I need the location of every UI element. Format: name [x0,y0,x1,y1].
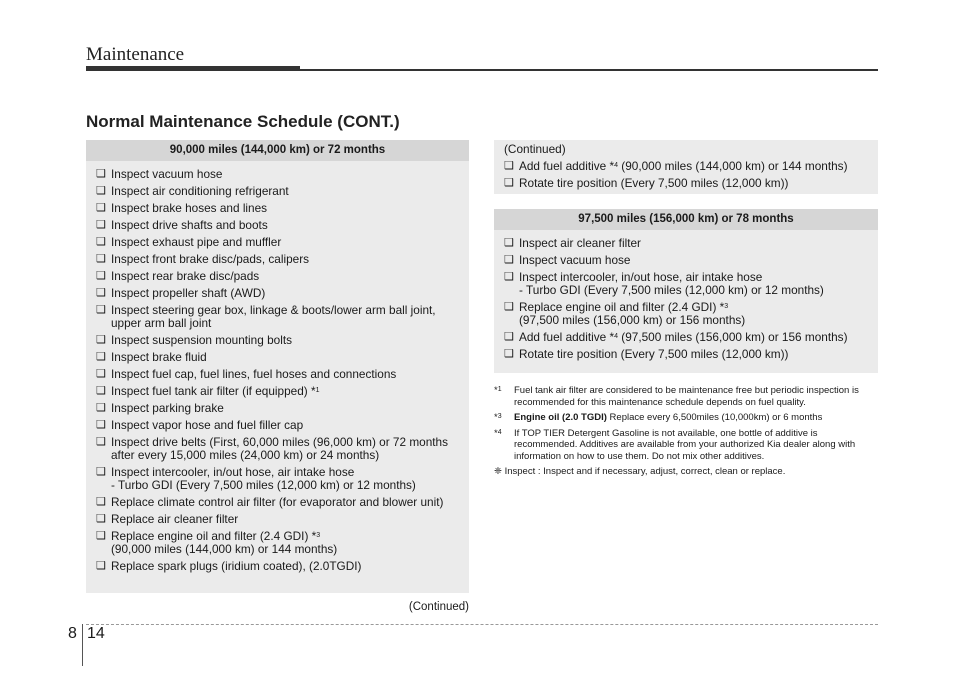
checkbox-icon: ❑ [96,496,106,508]
footnote-num: 4 [497,428,502,436]
checkbox-icon: ❑ [96,385,106,397]
footnote-text: Fuel tank air filter are considered to be maintenance free but periodic inspection is recommended for this maintenance schedule depends on fuel quality. [514,385,859,408]
item-text: Inspect brake hoses and lines [111,201,268,215]
checklist-item [96,436,459,462]
footnote-text: Replace every 6,500miles (10,000km) or 6 months [606,412,823,423]
checkbox-icon: ❑ [96,419,106,431]
checkbox-icon: ❑ [504,271,514,283]
footnote-mark: *$^1$ [494,385,502,396]
item-text: Inspect fuel tank air filter (if equipped) * [111,384,316,398]
item-text: Inspect drive belts (First, 60,000 miles (96,000 km) or 72 months [111,435,449,449]
checkbox-icon: ❑ [504,301,514,313]
checkbox-icon: ❑ [96,334,106,346]
checkbox-icon: ❑ [96,351,106,363]
checklist-item [96,334,459,347]
footnote [494,428,878,463]
checklist-item [504,160,868,173]
inspect-note: ❈ Inspect : Inspect and if necessary, adjust, correct, clean or replace. [494,466,786,477]
item-text: Inspect vapor hose and fuel filler cap [111,418,304,432]
checklist-item [96,368,459,381]
footnote [494,385,878,408]
checklist-item [96,253,459,266]
item-text: Inspect fuel cap, fuel lines, fuel hoses and connections [111,367,397,381]
checklist-item [96,270,459,283]
item-text: Inspect vacuum hose [519,253,631,267]
continued-label: (Continued) [408,601,469,613]
continued-panel [494,140,878,194]
panel-title: 90,000 miles (144,000 km) or 72 months [86,140,469,161]
item-text: Inspect exhaust pipe and muffler [111,235,282,249]
chapter-number: 8 [68,625,77,642]
continued-label: (Continued) [504,142,566,156]
item-text: Replace engine oil and filter (2.4 GDI) * [111,529,317,543]
item-list [494,230,878,369]
checklist-item [504,331,868,344]
item-text: Inspect intercooler, in/out hose, air intake hose [519,270,763,284]
item-text: Inspect front brake disc/pads, calipers [111,252,310,266]
header-rule-thick [86,66,300,71]
footnote-ref: 4 [614,162,619,169]
checklist-item [96,402,459,415]
checkbox-icon: ❑ [96,368,106,380]
item-text: Inspect propeller shaft (AWD) [111,286,266,300]
item-text: Inspect suspension mounting bolts [111,333,292,347]
item-text: Add fuel additive * [519,330,615,344]
item-text: Inspect steering gear box, linkage & boots/lower arm ball joint, [111,303,436,317]
item-text: Inspect air cleaner filter [519,236,641,250]
item-text: Replace engine oil and filter (2.4 GDI) * [519,300,725,314]
item-line2: (90,000 miles (144,000 km) or 144 months) [111,542,338,556]
checkbox-icon: ❑ [504,177,514,189]
checklist-item [96,351,459,364]
checklist-item [96,513,459,526]
schedule-panel-90000 [86,140,469,593]
checklist-item [96,385,459,398]
checkbox-icon: ❑ [96,560,106,572]
checkbox-icon: ❑ [96,253,106,265]
item-text: Inspect brake fluid [111,350,207,364]
item-line2: (97,500 miles (156,000 km) or 156 months) [519,313,746,327]
header-rule-thin [300,69,878,71]
item-list [86,161,469,581]
checkbox-icon: ❑ [504,160,514,172]
checkbox-icon: ❑ [96,219,106,231]
checklist-item [96,287,459,300]
item-list [504,160,868,190]
checklist-item [96,304,459,330]
page-separator [82,624,83,666]
item-text: Replace air cleaner filter [111,512,239,526]
checkbox-icon: ❑ [504,331,514,343]
checkbox-icon: ❑ [96,168,106,180]
item-text: Replace climate control air filter (for evaporator and blower unit) [111,495,444,509]
schedule-panel-97500 [494,209,878,373]
item-text: Inspect vacuum hose [111,167,223,181]
footnote [494,412,878,424]
checkbox-icon: ❑ [96,287,106,299]
checklist-item [96,560,459,573]
checklist-item [96,419,459,432]
checklist-item [96,185,459,198]
checkbox-icon: ❑ [96,304,106,316]
footnote-num: 3 [497,413,502,420]
checkbox-icon: ❑ [96,202,106,214]
checklist-item [96,202,459,215]
panel-title: 97,500 miles (156,000 km) or 78 months [494,209,878,230]
footnote-ref: 4 [614,333,619,340]
checklist-item [504,271,868,297]
checklist-item [504,177,868,190]
item-line2: upper arm ball joint [111,316,212,330]
footnote-ref: 3 [316,532,321,539]
checkbox-icon: ❑ [96,466,106,478]
checklist-item [96,236,459,249]
checklist-item [504,254,868,267]
footnote-ref: 1 [315,387,320,394]
item-text: Add fuel additive * [519,159,615,173]
item-line2: after every 15,000 miles (24,000 km) or 24 months) [111,448,380,462]
checklist-item [96,168,459,181]
item-line2: - Turbo GDI (Every 7,500 miles (12,000 km) or 12 months) [519,283,824,297]
checkbox-icon: ❑ [96,436,106,448]
footnote-bold: Engine oil (2.0 TGDI) [514,412,607,423]
checkbox-icon: ❑ [96,236,106,248]
checkbox-icon: ❑ [504,348,514,360]
item-text: Inspect parking brake [111,401,224,415]
footnote-num: 1 [497,386,502,393]
item-detail: (90,000 miles (144,000 km) or 144 months) [618,159,848,173]
section-title: Maintenance [86,44,185,65]
checkbox-icon: ❑ [504,237,514,249]
footnote-text: If TOP TIER Detergent Gasoline is not available, one bottle of additive is recommended. Additives are available from your authorized Kia dealer along with information on how to use them. Do not mix other additives. [514,427,856,462]
item-text: Rotate tire position (Every 7,500 miles (12,000 km)) [519,176,789,190]
footnote-ref: 3 [724,303,729,310]
checklist-item [504,348,868,361]
footnotes [494,385,878,478]
item-detail: (97,500 miles (156,000 km) or 156 months) [618,330,848,344]
item-text: Inspect rear brake disc/pads [111,269,260,283]
checklist-item [96,466,459,492]
footer-rule [86,624,878,625]
item-text: Inspect drive shafts and boots [111,218,268,232]
checklist-item [504,301,868,327]
item-line2: - Turbo GDI (Every 7,500 miles (12,000 km) or 12 months) [111,478,416,492]
checklist-item [96,219,459,232]
checkbox-icon: ❑ [96,513,106,525]
item-text: Inspect air conditioning refrigerant [111,184,289,198]
checklist-item [96,530,459,556]
item-text: Replace spark plugs (iridium coated), (2.0TGDI) [111,559,362,573]
page-heading: Normal Maintenance Schedule (CONT.) [86,112,400,131]
checklist-item [96,496,459,509]
checkbox-icon: ❑ [96,270,106,282]
checkbox-icon: ❑ [96,185,106,197]
checkbox-icon: ❑ [96,530,106,542]
item-text: Rotate tire position (Every 7,500 miles (12,000 km)) [519,347,789,361]
checklist-item [504,237,868,250]
footnote-mark: *$^3$ [494,412,502,423]
checkbox-icon: ❑ [504,254,514,266]
item-text: Inspect intercooler, in/out hose, air intake hose [111,465,355,479]
page-number: 14 [87,625,105,642]
checkbox-icon: ❑ [96,402,106,414]
footnote-mark: *$^4$ [494,427,502,439]
